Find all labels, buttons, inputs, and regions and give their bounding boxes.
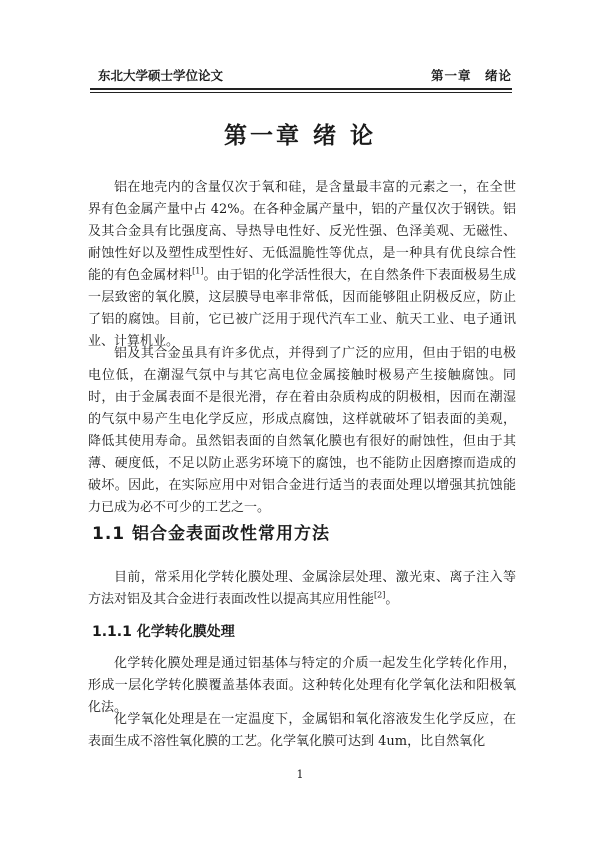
paragraph-text: 铝在地壳内的含量仅次于氧和硅，是含量最丰富的元素之一，在全世界有色金属产量中占 42%。在各种金属产量中，铝的产量仅次于钢铁。铝及其合金具有比强度高、导热导电性好、反光性强、色泽美观、无磁性、耐蚀性好以及塑性成型性好、无低温脆性等优点，是一种具有优良综合性能的有色金属材料 — [88, 180, 516, 283]
paragraph-chemical-oxidation: 化学氧化处理是在一定温度下，金属铝和氧化溶液发生化学反应，在表面生成不溶性氧化膜的工艺。化学氧化膜可达到 4um，比自然氧化 — [88, 712, 516, 749]
header-rule-thin — [90, 92, 512, 93]
page-number: 1 — [296, 768, 304, 781]
header-thesis-title: 东北大学硕士学位论文 — [98, 68, 224, 83]
paragraph-text: 。由于铝的化学活性很大，在自然条件下表面极易生成一层致密的氧化膜，这层膜导电率非常低，因而能够阻止阴极反应，防止了铝的腐蚀。目前，它已被广泛用于现代汽车工业、航天工业、电子通讯业、计算机业。 — [88, 268, 516, 349]
citation-ref: [1] — [192, 266, 204, 276]
paragraph-text: 。 — [385, 592, 399, 607]
running-header — [90, 66, 512, 88]
citation-ref: [2] — [374, 590, 386, 600]
paragraph-text: 目前，常采用化学转化膜处理、金属涂层处理、激光束、离子注入等方法对铝及其合金进行表面改性以提高其应用性能 — [88, 570, 516, 607]
header-rule-thick — [90, 88, 512, 90]
section-heading-1-1: 1.1 铝合金表面改性常用方法 — [92, 524, 331, 544]
header-chapter-label: 第一章 绪论 — [430, 68, 512, 83]
paragraph-conversion-film: 化学转化膜处理是通过铝基体与特定的介质一起发生化学转化作用，形成一层化学转化膜覆盖基体表面。这种转化处理有化学氧化法和阳极氧化法。 — [88, 656, 516, 715]
paragraph-corrosion: 铝及其合金虽具有许多优点，并得到了广泛的应用，但由于铝的电极电位低，在潮湿气氛中与其它高电位金属接触时极易产生接触腐蚀。同时，由于金属表面不是很光滑，存在着由杂质构成的阴极相，因而在潮湿的气氛中易产生电化学反应，形成点腐蚀，这样就破坏了铝表面的美观，降低其使用寿命。虽然铝表面的自然氧化膜也有很好的耐蚀性，但由于其薄、硬度低，不足以防止恶劣环境下的腐蚀，也不能防止因磨擦而造成的破坏。因此，在实际应用中对铝合金进行适当的表面处理以增强其抗蚀能力已成为必不可少的工艺之一。 — [88, 346, 516, 515]
chapter-title: 第一章 绪 论 — [223, 123, 376, 149]
paragraph-aluminum-intro — [88, 177, 516, 353]
section-heading-1-1-1: 1.1.1 化学转化膜处理 — [92, 624, 235, 640]
paragraph-methods — [88, 567, 516, 611]
